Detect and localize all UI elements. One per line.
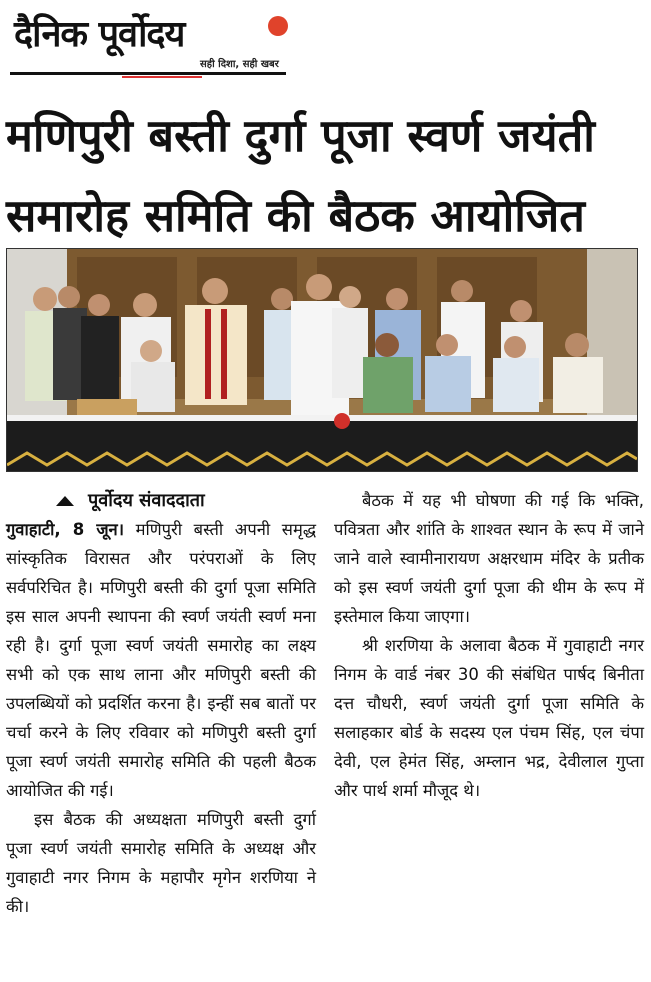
tagline: सही दिशा, सही खबर [200,59,279,70]
byline-triangle-icon [56,496,74,506]
article-paragraph-2: इस बैठक की अध्यक्षता मणिपुरी बस्ती दुर्गा पूजा स्वर्ण जयंती समारोह समिति के अध्यक्ष और गुवाहाटी नगर निगम के महापौर मृगेन शरणिया ने की। [6,810,316,916]
article-paragraph-4: श्री शरणिया के अलावा बैठक में गुवाहाटी नगर निगम के वार्ड नंबर 30 की संबंधित पार्षद बिनीता दत्त चौधरी, स्वर्ण जयंती दुर्गा पूजा समिति के सलाहकार बोर्ड के सदस्य एल पंचम सिंह, एल चंपा देवी, एल हेमंत सिंह, अम्लान भद्र, देवीलाल गुप्ता और पार्थ शर्मा मौजूद थे। [334,636,644,800]
dateline: गुवाहाटी, 8 जून। [6,520,124,539]
byline: पूर्वोदय संवाददाता [6,486,316,515]
masthead-rule [10,72,286,75]
meeting-photo-illustration [7,249,637,471]
article-headline: मणिपुरी बस्ती दुर्गा पूजा स्वर्ण जयंती समारोह समिति की बैठक आयोजित [6,109,595,242]
newspaper-logo: दैनिक पूर्वोदय [14,14,185,55]
masthead [10,6,310,76]
article-paragraph-1: गुवाहाटी, 8 जून। मणिपुरी बस्ती अपनी समृद्ध सांस्कृतिक विरासत और परंपराओं के लिए सर्वपरिचित है। मणिपुरी बस्ती की दुर्गा पूजा समिति इस साल अपनी स्थापना की स्वर्ण जयंती स्वर्ण मना रही है। दुर्गा पूजा स्वर्ण जयंती समारोह का लक्ष्य सभी को एक साथ लाना और मणिपुरी बस्ती की उपलब्धियों को प्रदर्शित करना है। इन्हीं सब बातों पर चर्चा करने के लिए रविवार को मणिपुरी बस्ती दुर्गा पूजा स्वर्ण जयंती समारोह समिति की पहली बैठक आयोजित की गई। [6,520,316,800]
news-photo [6,248,638,472]
logo-sun-icon [268,16,288,36]
article-column-left [6,486,316,921]
masthead-accent-rule [122,76,202,78]
article-column-right [334,486,644,805]
article-paragraph-3: बैठक में यह भी घोषणा की गई कि भक्ति, पवित्रता और शांति के शाश्वत स्थान के रूप में जाने जाने वाले स्वामीनारायण अक्षरधाम मंदिर के प्रतीक को इस स्वर्ण जयंती दुर्गा पूजा की थीम के रूप में इस्तेमाल किया जाएगा। [334,491,644,626]
